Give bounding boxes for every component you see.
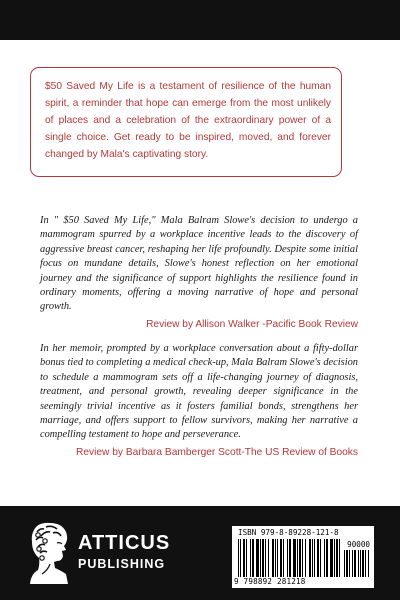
review-2-attribution: Review by Barbara Bamberger Scott-The US Review of Books xyxy=(76,446,358,458)
barcode-bar xyxy=(339,539,340,577)
barcode-bar xyxy=(280,539,282,577)
barcode-bar xyxy=(305,539,306,577)
barcode-bar xyxy=(289,539,291,577)
barcode-bar xyxy=(358,550,359,577)
barcode-bar xyxy=(265,539,266,577)
barcode-bars xyxy=(238,539,342,577)
blurb-text: $50 Saved My Life is a testament of resilience of the human spirit, a reminder that hope can emerge from the most unlikely of places and a celebration of the extraordinary power of a single choice. Get ready to be inspired, moved, and forever changed by Mala's captivating story. xyxy=(45,81,331,160)
barcode-bar xyxy=(240,539,241,577)
barcode-bar xyxy=(354,550,356,577)
barcode-bar xyxy=(293,539,296,577)
barcode-bar xyxy=(346,550,348,577)
barcode-bar xyxy=(344,550,345,577)
barcode-bar xyxy=(272,539,274,577)
isbn-text: ISBN 979-8-89228-121-8 xyxy=(238,528,339,537)
barcode-bar xyxy=(275,539,276,577)
barcode-bar xyxy=(277,539,278,577)
barcode-addon-bars xyxy=(344,550,370,577)
barcode-bar xyxy=(262,539,264,577)
barcode-bar xyxy=(368,550,369,577)
publisher-name-line2: PUBLISHING xyxy=(78,557,166,571)
top-black-band xyxy=(0,0,400,40)
classical-head-icon xyxy=(26,520,74,584)
barcode-bar xyxy=(299,539,301,577)
blurb-box xyxy=(30,67,342,177)
barcode-bar xyxy=(283,539,284,577)
barcode-bar xyxy=(260,539,261,577)
barcode-bar xyxy=(314,539,315,577)
barcode-bar xyxy=(365,550,366,577)
barcode-bar xyxy=(246,539,247,577)
barcode-bar xyxy=(326,539,328,577)
review-1-text: In " $50 Saved My Life," Mala Balram Slowe's decision to undergo a mammogram spurred by a workplace incentive leads to the discovery of aggressive breast cancer, reshaping her life profoundly. Despite some initial focus on mundane details, Slowe's honest reflection on her emotional journey and the significance of support highlights the resilience found in ordinary moments, offering a moving narrative of hope and personal growth. xyxy=(40,215,358,313)
barcode-bar xyxy=(309,539,311,577)
barcode-bar xyxy=(324,539,325,577)
barcode-bar xyxy=(320,539,321,577)
barcode-bar xyxy=(362,550,364,577)
publisher-logo xyxy=(26,520,171,584)
barcode-bar xyxy=(302,539,303,577)
barcode-bar xyxy=(243,539,245,577)
isbn-barcode xyxy=(232,526,374,588)
review-2 xyxy=(40,342,358,460)
price-code: 90000 xyxy=(347,540,370,549)
barcode-bar xyxy=(352,550,353,577)
barcode-bar xyxy=(336,539,338,577)
review-2-text: In her memoir, prompted by a workplace conversation about a fifty-dollar bonus tied to completing a medical check-up, Mala Balram Slowe's decision to schedule a mammogram sets off a life-changing journey of diagnosis, treatment, and personal growth, revealing deeper significance in the seemingly trivial incentive as it fosters familial bonds, strengthens her marriage, and offers support to fellow survivors, making her narrative a compelling testament to hope and perseverance. xyxy=(40,343,358,441)
barcode-bar xyxy=(250,539,251,577)
review-1-attribution: Review by Allison Walker -Pacific Book Review xyxy=(146,318,358,330)
review-1 xyxy=(40,214,358,332)
barcode-bar xyxy=(287,539,288,577)
barcode-bar xyxy=(312,539,313,577)
barcode-digits: 9 798892 281218 xyxy=(234,577,306,586)
barcode-bar xyxy=(238,539,239,577)
barcode-bar xyxy=(252,539,254,577)
barcode-bar xyxy=(256,539,259,577)
barcode-bar xyxy=(334,539,335,577)
barcode-bar xyxy=(349,550,350,577)
publisher-name-line1: ATTICUS xyxy=(78,532,171,554)
barcode-bar xyxy=(268,539,269,577)
barcode-bar xyxy=(297,539,298,577)
barcode-bar xyxy=(317,539,319,577)
barcode-bar xyxy=(330,539,333,577)
barcode-bar xyxy=(360,550,361,577)
